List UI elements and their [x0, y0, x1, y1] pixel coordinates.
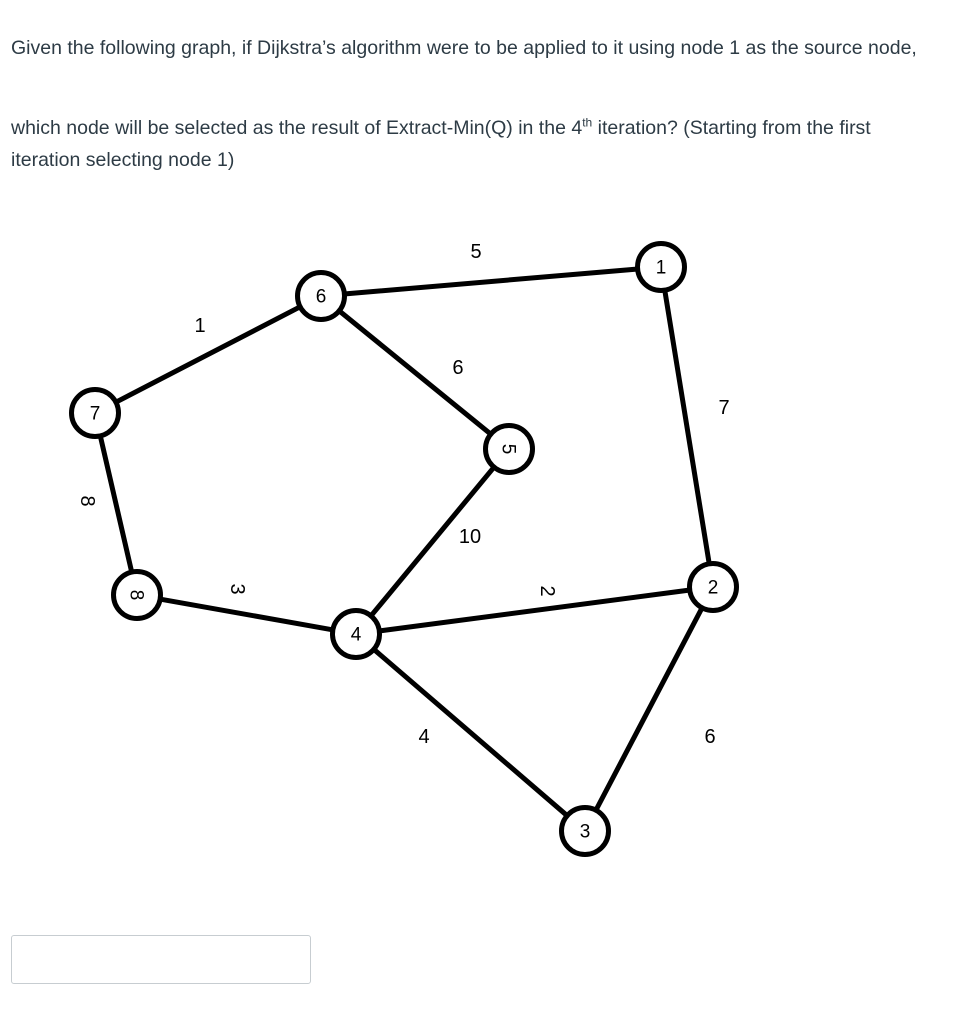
- edge-7-6: [118, 308, 298, 401]
- edge-4-3: [376, 651, 566, 814]
- node-8: [114, 572, 161, 619]
- edge-1-2: [665, 293, 709, 562]
- answer-input[interactable]: [11, 935, 311, 984]
- edge-weight-6-5: 9: [452, 355, 464, 377]
- node-4: [333, 611, 380, 658]
- edge-weight-4-3: 4: [418, 726, 430, 748]
- edge-6-1: [347, 269, 635, 294]
- node-1: [638, 244, 685, 291]
- edge-weight-8-4: 3: [226, 583, 248, 595]
- node-label-4: 4: [350, 624, 362, 646]
- node-label-5: 5: [497, 443, 519, 455]
- edge-weight-7-8: 8: [76, 495, 98, 507]
- question-text-line2-end: iteration? (Starting from the first iteration selecting node 1): [11, 117, 871, 171]
- edge-weight-2-3: 6: [704, 726, 716, 748]
- edge-weight-1-2: 7: [718, 397, 730, 419]
- edge-7-8: [101, 438, 131, 569]
- question-text-line2-start: which node will be selected as the result of Extract-Min(Q) in the 4: [11, 117, 583, 139]
- node-label-8: 8: [125, 589, 147, 601]
- edge-8-4: [163, 600, 331, 630]
- node-2: [690, 564, 737, 611]
- node-label-2: 2: [707, 577, 719, 599]
- node-label-6: 6: [315, 286, 327, 308]
- node-label-1: 1: [655, 257, 667, 279]
- ordinal-superscript: th: [582, 115, 593, 130]
- node-label-3: 3: [579, 821, 591, 843]
- edge-weight-4-2: 2: [536, 585, 558, 597]
- node-3: [562, 808, 609, 855]
- node-label-7: 7: [89, 403, 101, 425]
- edge-weight-6-1: 5: [470, 241, 482, 263]
- node-7: [72, 390, 119, 437]
- question-text-line1: Given the following graph, if Dijkstra’s algorithm were to be applied to it using node 1 as the source node,: [11, 37, 917, 59]
- node-6: [298, 273, 345, 320]
- edge-weight-5-4: 10: [458, 526, 482, 548]
- edge-4-2: [382, 590, 687, 630]
- edge-2-3: [597, 610, 701, 808]
- edge-weight-7-6: 1: [194, 315, 206, 337]
- edge-6-5: [341, 312, 489, 432]
- node-5: [486, 426, 533, 473]
